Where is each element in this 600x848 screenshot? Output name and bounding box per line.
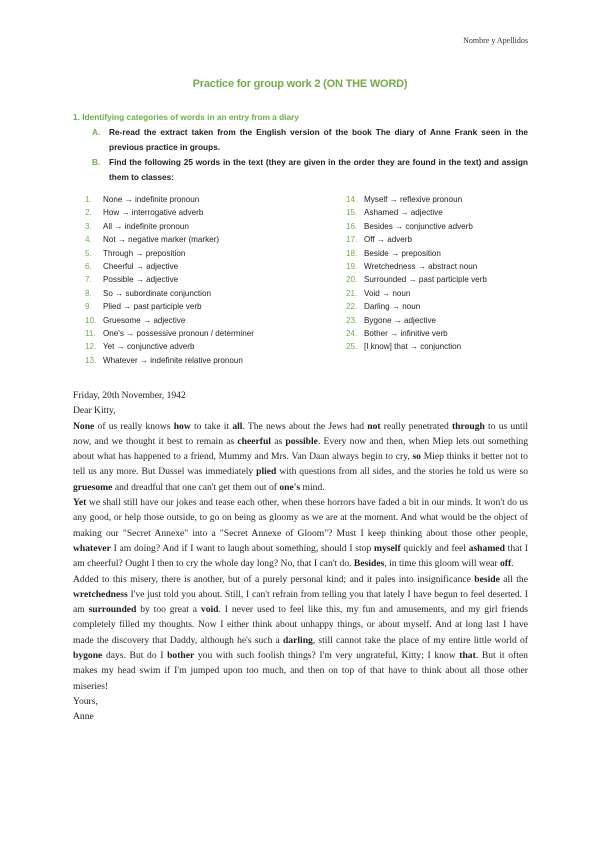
instruction-text: Find the following 25 words in the text (they are given in the order they are found in the text) and assign them to classes: [109,157,528,182]
word-list-number: 15. [346,208,358,218]
word-list-text: Gruesome → adjective [103,315,186,325]
word-list-item [346,233,487,246]
word-list-column-1 [85,193,254,367]
diary-text-run: days. But do I [102,650,168,662]
highlighted-word: all [232,420,243,432]
word-list-number: 17. [346,235,358,245]
highlighted-word: possible [285,435,318,447]
diary-paragraph [73,419,528,495]
diary-text-run: Added to this misery, there is another, but of a purely personal kind; and it pales into insignificance [73,573,475,585]
word-list-number: 20. [346,275,358,285]
word-list-text: Not → negative marker (marker) [103,235,220,245]
word-list-number: 22. [346,302,358,312]
diary-text-run: and dreadful that one can't get them out of [112,481,280,493]
highlighted-word: gruesome [73,481,113,493]
word-list-text: [I know] that → conjunction [364,342,462,352]
diary-date: Friday, 20th November, 1942 [73,390,186,401]
highlighted-word: through [451,420,485,432]
word-list-number: 5. [85,248,92,258]
word-list-text: One's → possessive pronoun / determiner [103,328,254,338]
word-list-number: 12. [85,342,97,352]
section-heading: 1. Identifying categories of words in an entry from a diary [73,112,299,122]
highlighted-word: bother [167,650,195,662]
word-list-item [346,340,487,353]
word-list-text: How → interrogative adverb [103,208,204,218]
word-list-item [85,206,254,219]
instruction-a [92,125,528,155]
highlighted-word: one's [279,481,301,493]
highlighted-word: beside [474,573,500,585]
diary-text-run: of us really knows [94,420,174,432]
word-list-text: Yet → conjunctive adverb [103,342,195,352]
diary-text-run: by too great a [136,604,201,616]
instruction-b [92,155,528,185]
word-list-item [346,206,487,219]
word-list-item [346,327,487,340]
word-list-item [346,273,487,286]
diary-text-run: quickly and feel [400,542,469,554]
word-list-text: Cheerful → adjective [103,261,179,271]
word-list-number: 18. [346,248,358,258]
word-list-item [85,340,254,353]
word-list-item [346,247,487,260]
word-list-item [85,354,254,367]
word-list-text: Beside → preposition [364,248,441,258]
word-list-item [85,300,254,313]
instruction-text: Re-read the extract taken from the English version of the book The diary of Anne Frank seen in the previous practice in groups. [109,127,528,152]
highlighted-word: bygone [73,650,103,662]
word-list-number: 14. [346,195,358,204]
highlighted-word: ashamed [468,542,505,554]
word-list-item [346,314,487,327]
highlighted-word: darling [282,634,313,646]
word-list-number: 21. [346,288,358,298]
diary-entry [73,388,528,725]
word-list-item [85,273,254,286]
word-list-item [85,247,254,260]
highlighted-word: Besides [353,558,385,570]
highlighted-word: plied [256,466,277,478]
word-list-item [85,233,254,246]
diary-text-run: to us until now, and we thought it best to remain as [73,420,529,447]
diary-text-run: really penetrated [380,420,452,432]
word-list-text: Bygone → adjective [364,315,436,325]
highlighted-word: off [499,558,512,570]
diary-text-run: . But it often makes my head swim if I'm jumped upon too much, and then on top of that have to think about all those other miseries! [73,650,528,692]
word-list-number: 6. [85,261,92,271]
highlighted-word: Yet [73,497,87,509]
highlighted-word: not [367,420,381,432]
word-list-number: 13. [85,355,97,365]
word-list-item [346,300,487,313]
word-list-item [85,193,254,206]
word-list-item [346,220,487,233]
word-list-text: Myself → reflexive pronoun [364,195,463,204]
diary-text-run: that I am cheerful? Ought I then to cry the whole day long? No, that I can't do. [73,542,528,570]
diary-text-run: , still cannot take the place of my entire little world of [312,634,529,646]
highlighted-word: cheerful [237,435,271,447]
word-list-column-2 [346,193,487,354]
word-list-text: So → subordinate conjunction [103,288,211,298]
highlighted-word: surrounded [88,604,137,616]
diary-signature: Anne [73,711,94,723]
word-list-text: Besides → conjunctive adverb [364,221,473,231]
word-list-number: 1. [85,195,92,204]
word-list-text: Off → adverb [364,235,412,245]
word-list-number: 10. [85,315,97,325]
word-list-number: 19. [346,261,358,271]
word-list-number: 16. [346,221,358,231]
highlighted-word: myself [374,542,401,554]
diary-text-run: Miep thinks it better not to tell us any more. But Dussel was immediately [73,451,528,478]
diary-text-run: you with such foolish things? I'm very ungrateful, Kitty; I know [194,650,460,662]
word-list-text: Plied → past participle verb [103,302,202,312]
word-list-item [346,287,487,300]
diary-text-run: . Every now and then, when Miep lets out something about what has happened to a friend, Mummy and Mrs. Van Daan always begin to cry, [73,435,528,463]
diary-text-run: I've just told you about. Still, I can't refrain from telling you that lately I have begun to feel deserted. I am [73,588,528,616]
word-list-number: 4. [85,235,92,245]
instruction-label: A. [92,127,101,137]
diary-paragraph [73,495,528,571]
word-list-text: Void → noun [364,288,411,298]
diary-text-run: with questions from all sides, and the stories he told us were so [276,466,528,478]
diary-text-run: to take it [190,420,233,432]
diary-text-run: as [270,435,286,447]
word-list-text: Wretchedness → abstract noun [364,261,478,271]
word-list-item [346,193,487,206]
word-list-item [85,287,254,300]
highlighted-word: wretchedness [73,588,128,600]
word-list-item [85,314,254,327]
word-list-item [346,260,487,273]
highlighted-word: None [73,420,95,432]
diary-text-run: we shall still have our jokes and tease each other, when these horrors have faded a bit in our minds. It won't do us any good, or help those outside, to go on being as gloomy as we are at the moment. And what would be the object of making our "Secret Annexe" into a "Secret Annexe of Gloom"? Must I keep thinking about those other people, [73,497,528,539]
word-list-text: None → indefinite pronoun [103,195,200,204]
page-title: Practice for group work 2 (ON THE WORD) [192,78,408,90]
word-list-number: 7. [85,275,92,285]
word-list-number: 8. [85,288,92,298]
header-name-label: Nombre y Apellidos [463,36,528,45]
diary-text-run: I am doing? And if I want to laugh about something, should I stop [110,542,375,554]
word-list-text: Ashamed → adjective [364,208,443,218]
word-list-number: 25. [346,342,358,352]
word-list-text: Whatever → indefinite relative pronoun [103,355,243,365]
diary-text-run: mind. [300,481,325,493]
word-list-item [85,220,254,233]
highlighted-word: how [173,420,191,432]
diary-text-run: , in time this gloom will wear [384,558,500,570]
word-list-text: Bother → infinitive verb [364,328,448,338]
diary-paragraph [73,572,528,694]
word-list-number: 9. [85,302,92,312]
diary-text-run: all the [499,573,528,585]
word-list-text: Surrounded → past participle verb [364,275,487,285]
word-list-number: 24. [346,328,358,338]
word-list-number: 11. [85,328,96,338]
diary-greeting: Dear Kitty, [73,405,116,417]
word-list-text: Possible → adjective [103,275,179,285]
instruction-label: B. [92,157,101,167]
word-list-item [85,260,254,273]
word-list-number: 23. [346,315,358,325]
highlighted-word: so [412,451,421,463]
diary-text-run: . The news about the Jews had [242,420,368,432]
highlighted-word: that [459,650,476,662]
diary-closing: Yours, [73,695,98,707]
word-list-number: 3. [85,221,92,231]
highlighted-word: void [200,604,219,616]
diary-text-run: . I never used to feel like this, my fun and amusements, and my girl friends completely filled my thoughts. Now I either think about unhappy things, or about myself. And at long last I have made the discovery that Daddy, although he's such a [73,604,529,646]
word-list-text: Through → preposition [103,248,186,258]
highlighted-word: whatever [73,542,111,554]
diary-text-run: . [511,558,514,570]
word-list-item [85,327,254,340]
word-list-number: 2. [85,208,92,218]
word-list-text: All → indefinite pronoun [103,221,189,231]
word-list-text: Darling → noun [364,302,421,312]
